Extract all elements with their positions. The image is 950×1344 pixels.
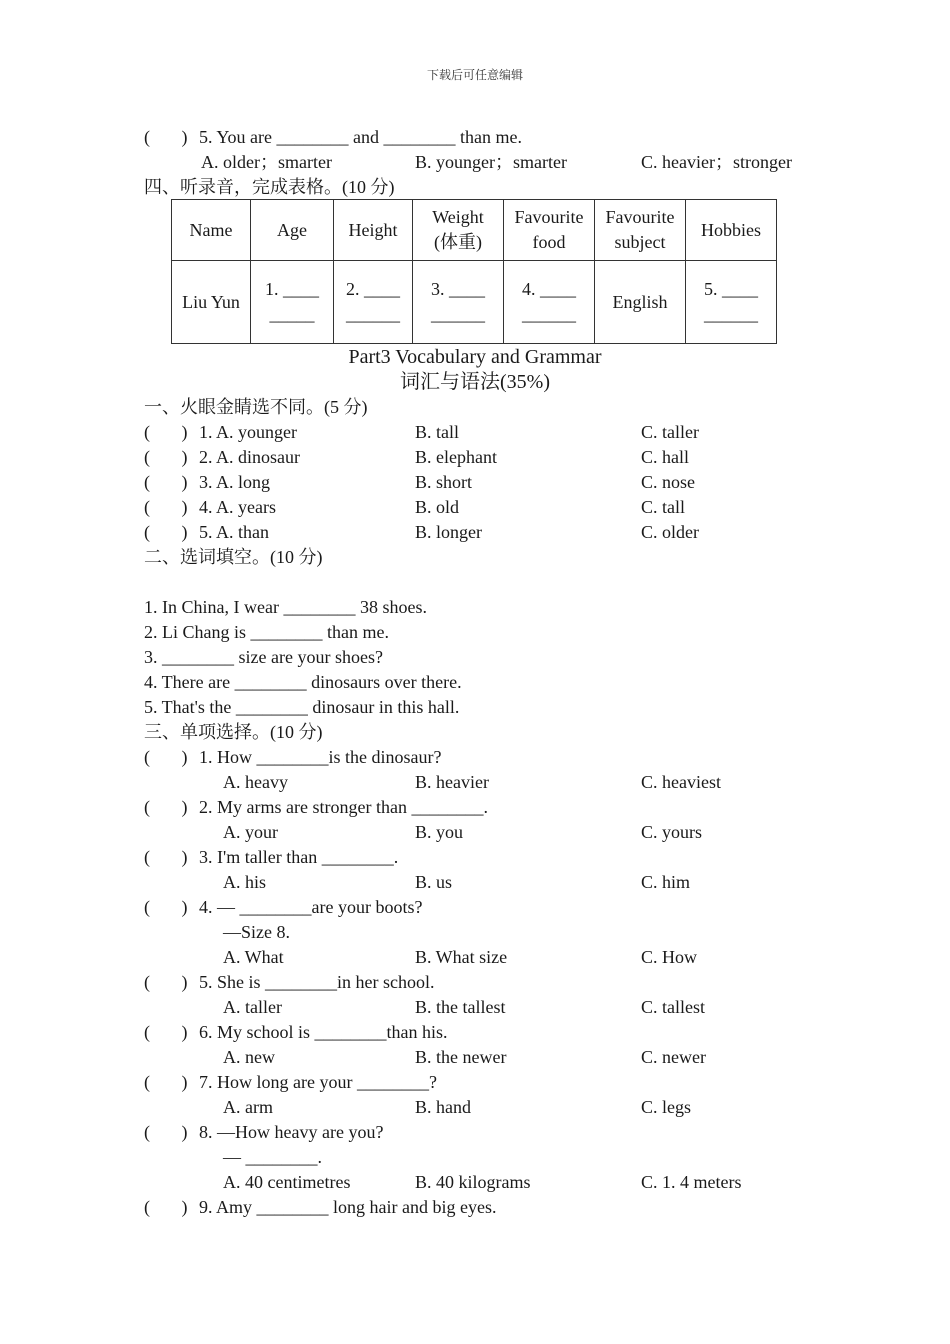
- table-header-cell: Height: [334, 200, 413, 261]
- option-b: B. tall: [415, 422, 459, 442]
- option-c: C. legs: [641, 1097, 692, 1117]
- option-b: B. hand: [415, 1097, 471, 1117]
- table-cell-blank[interactable]: 1. ____ _____: [251, 261, 334, 344]
- table-cell: Liu Yun: [172, 261, 251, 344]
- section1-item: ( ) 2. A. dinosaur: [144, 447, 300, 467]
- fill-blank-item: 2. Li Chang is ________ than me.: [144, 622, 389, 642]
- option-a: A. your: [223, 822, 278, 842]
- choice-question: ( ) 3. I'm taller than ________.: [144, 847, 399, 867]
- choice-question: ( ) 9. Amy ________ long hair and big eyes.: [144, 1197, 497, 1217]
- part3-title: Part3 Vocabulary and Grammar: [348, 346, 602, 368]
- section1-item: ( ) 4. A. years: [144, 497, 276, 517]
- option-b: B. 40 kilograms: [415, 1172, 531, 1192]
- page-header: 下载后可任意编辑: [426, 68, 523, 82]
- option-c: C. yours: [641, 822, 703, 842]
- answer-bracket[interactable]: ( ): [144, 447, 188, 467]
- choice-question: ( ) 2. My arms are stronger than ________.: [144, 797, 488, 817]
- option-c: C. tallest: [641, 997, 705, 1017]
- answer-bracket[interactable]: ( ): [144, 422, 188, 442]
- table-cell-blank[interactable]: 3. ____ ______: [413, 261, 504, 344]
- option-a: A. heavy: [223, 772, 288, 792]
- part3-subtitle: 词汇与语法(35%): [400, 371, 550, 393]
- fill-blank-item: 1. In China, I wear ________ 38 shoes.: [144, 597, 427, 617]
- fill-blank-item: 5. That's the ________ dinosaur in this hall.: [144, 697, 460, 717]
- table-header-cell: Weight (体重): [413, 200, 504, 261]
- section1-item: ( ) 3. A. long: [144, 472, 271, 492]
- option-a: A. new: [223, 1047, 275, 1067]
- answer-bracket[interactable]: ( ): [144, 1197, 188, 1217]
- choice-question: ( ) 6. My school is ________than his.: [144, 1022, 448, 1042]
- option-c: C. hall: [641, 447, 689, 467]
- section4-title: 四、听录音，完成表格。(10 分): [144, 177, 395, 197]
- table-cell: English: [595, 261, 686, 344]
- section3-title: 三、单项选择。(10 分): [144, 722, 323, 742]
- choice-question: ( ) 5. She is ________in her school.: [144, 972, 435, 992]
- table-cell-blank[interactable]: 4. ____ ______: [504, 261, 595, 344]
- fill-blank-item: 4. There are ________ dinosaurs over there.: [144, 672, 462, 692]
- table-cell-blank[interactable]: 2. ____ ______: [334, 261, 413, 344]
- choice-question: ( ) 8. —How heavy are you?: [144, 1122, 384, 1142]
- option-c: C. nose: [641, 472, 695, 492]
- option-c: C. heavier；stronger: [641, 152, 792, 172]
- answer-bracket[interactable]: ( ): [144, 747, 188, 767]
- option-b: B. elephant: [415, 447, 497, 467]
- option-c: C. heaviest: [641, 772, 721, 792]
- choice-question: ( ) 4. — ________are your boots?: [144, 897, 423, 917]
- section1-item: ( ) 5. A. than: [144, 522, 269, 542]
- table-row: [172, 261, 777, 344]
- listening-table: [171, 199, 777, 344]
- option-b: B. What size: [415, 947, 508, 967]
- question-top-5: ( ) 5. You are ________ and ________ than me.: [144, 127, 522, 147]
- option-b: B. younger；smarter: [415, 152, 567, 172]
- answer-bracket[interactable]: ( ): [144, 497, 188, 517]
- fill-blank-item: 3. ________ size are your shoes?: [144, 647, 383, 667]
- option-b: B. you: [415, 822, 464, 842]
- answer-bracket[interactable]: ( ): [144, 1122, 188, 1142]
- option-b: B. longer: [415, 522, 482, 542]
- option-c: C. 1. 4 meters: [641, 1172, 742, 1192]
- option-b: B. the tallest: [415, 997, 506, 1017]
- option-c: C. taller: [641, 422, 699, 442]
- option-a: A. What: [223, 947, 284, 967]
- option-b: B. heavier: [415, 772, 489, 792]
- answer-bracket[interactable]: ( ): [144, 847, 188, 867]
- answer-bracket[interactable]: ( ): [144, 127, 188, 147]
- option-c: C. newer: [641, 1047, 706, 1067]
- dialogue-reply: —Size 8.: [223, 922, 290, 942]
- option-a: A. older；smarter: [201, 152, 332, 172]
- table-header-cell: Name: [172, 200, 251, 261]
- section1-title: 一、火眼金睛选不同。(5 分): [144, 397, 368, 417]
- option-a: A. his: [223, 872, 267, 892]
- table-header-cell: Favourite subject: [595, 200, 686, 261]
- option-b: B. short: [415, 472, 473, 492]
- choice-question: ( ) 1. How ________is the dinosaur?: [144, 747, 442, 767]
- option-a: A. arm: [223, 1097, 273, 1117]
- answer-bracket[interactable]: ( ): [144, 522, 188, 542]
- section2-title: 二、选词填空。(10 分): [144, 547, 323, 567]
- section1-item: ( ) 1. A. younger: [144, 422, 297, 442]
- table-header-row: [172, 200, 777, 261]
- option-b: B. the newer: [415, 1047, 507, 1067]
- answer-bracket[interactable]: ( ): [144, 972, 188, 992]
- option-b: B. us: [415, 872, 453, 892]
- choice-question: ( ) 7. How long are your ________?: [144, 1072, 437, 1092]
- answer-bracket[interactable]: ( ): [144, 472, 188, 492]
- answer-bracket[interactable]: ( ): [144, 797, 188, 817]
- option-b: B. old: [415, 497, 460, 517]
- option-a: A. taller: [223, 997, 282, 1017]
- option-c: C. How: [641, 947, 698, 967]
- table-header-cell: Age: [251, 200, 334, 261]
- option-c: C. tall: [641, 497, 685, 517]
- option-c: C. him: [641, 872, 691, 892]
- answer-bracket[interactable]: ( ): [144, 1022, 188, 1042]
- answer-bracket[interactable]: ( ): [144, 1072, 188, 1092]
- option-a: A. 40 centimetres: [223, 1172, 351, 1192]
- table-header-cell: Hobbies: [686, 200, 777, 261]
- table-cell-blank[interactable]: 5. ____ ______: [686, 261, 777, 344]
- answer-bracket[interactable]: ( ): [144, 897, 188, 917]
- table-header-cell: Favourite food: [504, 200, 595, 261]
- dialogue-reply: — ________.: [223, 1147, 322, 1167]
- option-c: C. older: [641, 522, 699, 542]
